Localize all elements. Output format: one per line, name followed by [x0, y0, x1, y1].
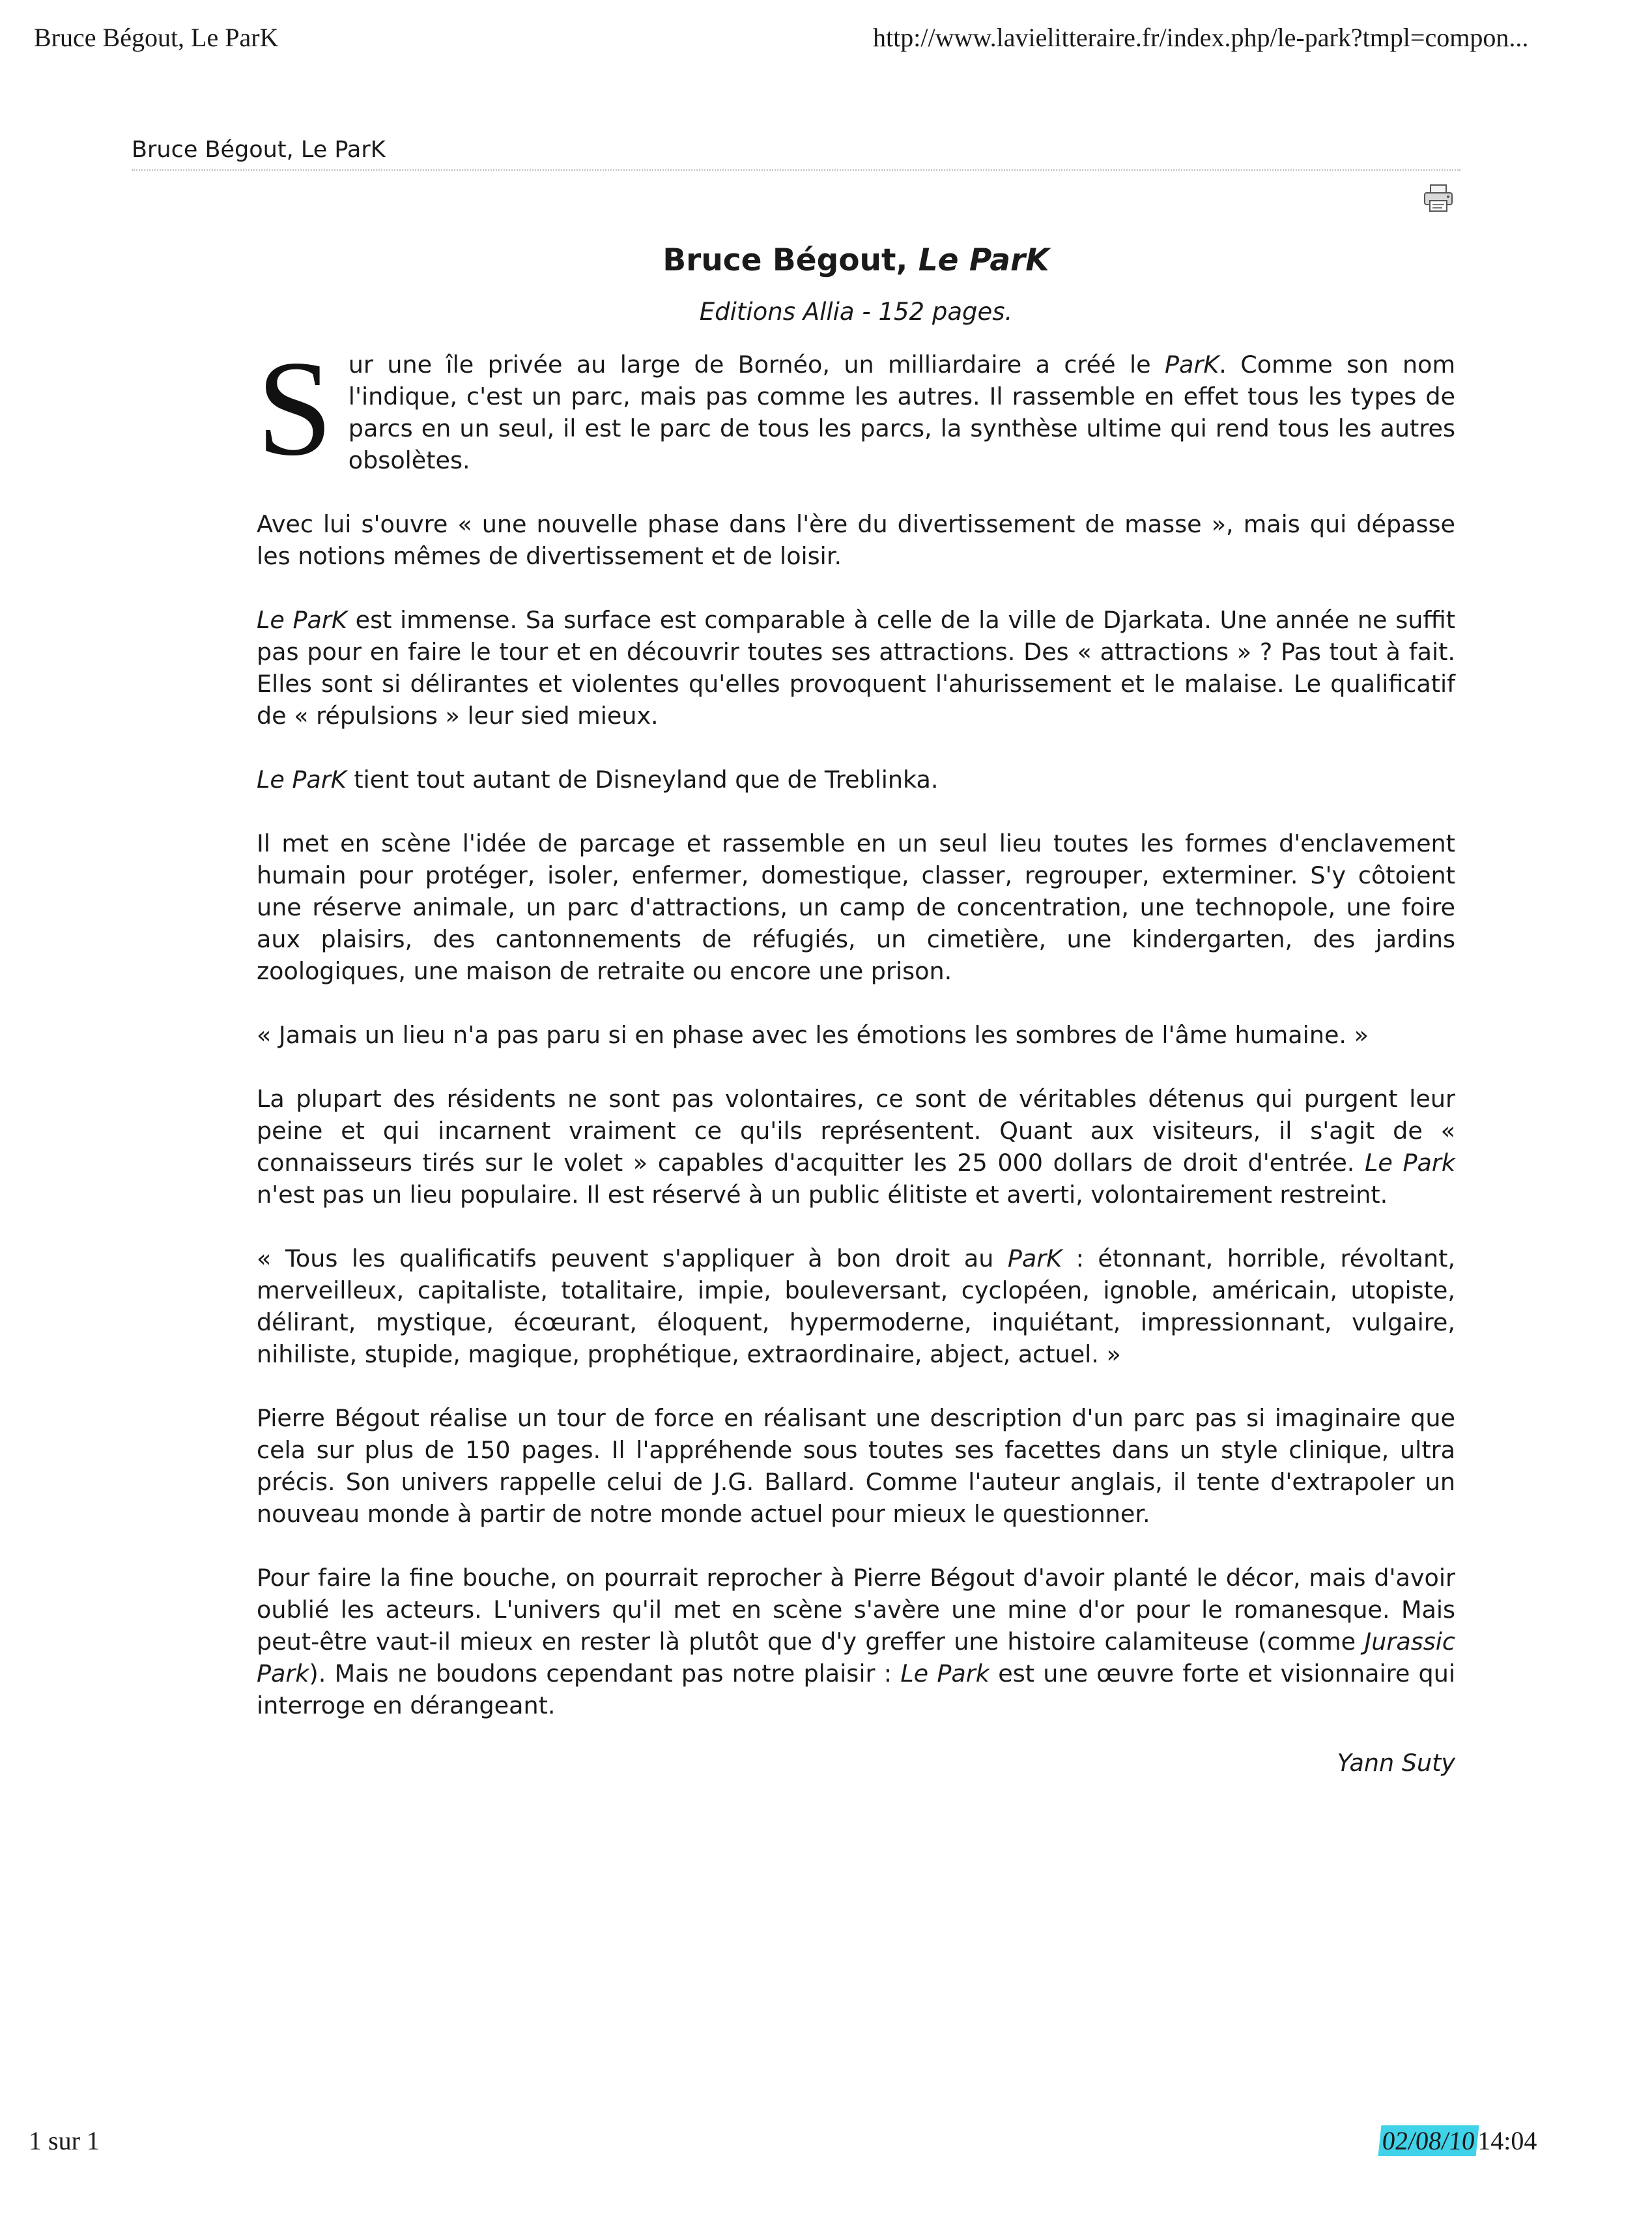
article-paragraph-5: Il met en scène l'idée de parcage et rassemble en un seul lieu toutes les formes d'enclavement humain pour protéger, isoler, enfermer, domestique, classer, regrouper, exterminer. S'y côtoient une réserve animale, un parc d'attractions, un camp de concentration, une technopole, une foire aux plaisirs, des cantonnements de réfugiés, un cimetière, une kindergarten, des jardins zoologiques, une maison de retraite ou encore une prison. [257, 829, 1455, 985]
paragraph-text: est immense. Sa surface est comparable à celle de la ville de Djarkata. Une année ne suffit pas pour en faire le tour et en découvrir toutes ses attractions. Des « attractions » ? Pas tout à fait. Elles sont si délirantes et violentes qu'elles provoquent l'ahurissement et le malaise. Le qualificatif de « répulsions » leur sied mieux. [257, 606, 1456, 730]
paragraph-text: La plupart des résidents ne sont pas volontaires, ce sont de véritables détenus qui purgent leur peine et qui incarnent vraiment ce qu'ils représentent. Quant aux visiteurs, il s'agit de « connaisseurs tirés sur le volet » capables d'acquitter les 25 000 dollars de droit d'entrée. [257, 1085, 1455, 1177]
article-paragraph-2: Avec lui s'ouvre « une nouvelle phase dans l'ère du divertissement de masse », mais qui dépasse les notions mêmes de divertissement et de loisir. [257, 510, 1455, 570]
paragraph-text: est une œuvre forte et visionnaire qui interroge en dérangeant. [257, 1659, 1455, 1719]
article-paragraph-8 [257, 1243, 1455, 1370]
paragraph-text: . Comme son nom l'indique, c'est un parc, mais pas comme les autres. Il rassemble en effet tous les types de parcs en un seul, il est le parc de tous les parcs, la synthèse ultime qui rend tous les autres obsolètes. [348, 351, 1455, 474]
paragraph-text: ). Mais ne boudons cependant pas notre plaisir : [309, 1659, 901, 1688]
article-paragraph-3 [257, 604, 1455, 732]
print-header-title: Bruce Bégout, Le ParK [34, 23, 279, 52]
paragraph-italic: Le Park [900, 1659, 990, 1688]
print-footer-page-count: 1 sur 1 [29, 2126, 100, 2155]
article-paragraph-7 [257, 1083, 1455, 1211]
paragraph-text: ur une île privée au large de Bornéo, un milliardaire a créé le [348, 351, 1165, 379]
article-paragraph-6: « Jamais un lieu n'a pas paru si en phase avec les émotions les sombres de l'âme humaine. » [257, 1021, 1369, 1049]
print-header-url[interactable]: http://www.lavielitteraire.fr/index.php/le-park?tmpl=compon... [873, 23, 1529, 52]
article-title-author: Bruce Bégout, [662, 242, 919, 278]
paragraph-text: : étonnant, horrible, révoltant, merveilleux, capitaliste, totalitaire, impie, bouleversant, cyclopéen, ignoble, américain, utopiste, délirant, mystique, écœurant, éloquent, hypermoderne, inquiétant, impressionnant, vulgaire, nihiliste, stupide, magique, prophétique, extraordinaire, abject, actuel. » [257, 1244, 1455, 1368]
paragraph-italic: Le ParK [257, 766, 347, 794]
article-signature: Yann Suty [1337, 1749, 1455, 1777]
printer-icon[interactable] [1423, 184, 1454, 212]
paragraph-text: n'est pas un lieu populaire. Il est réservé à un public élitiste et averti, volontairement restreint. [257, 1181, 1388, 1209]
paragraph-text: tient tout autant de Disneyland que de Treblinka. [346, 766, 939, 794]
paragraph-italic: Le ParK [257, 606, 347, 634]
article-paragraph-1 [257, 333, 1455, 484]
drop-cap: S [257, 333, 333, 484]
article [257, 241, 1455, 1779]
article-paragraph-10 [257, 1562, 1455, 1721]
site-page-title: Bruce Bégout, Le ParK [132, 137, 1460, 171]
paragraph-italic: Jurassic Park [257, 1628, 1455, 1688]
print-footer-datetime [1380, 2125, 1537, 2156]
article-title [257, 241, 1455, 280]
print-footer-date: 02/08/10 [1378, 2125, 1479, 2156]
article-subtitle: Editions Allia - 152 pages. [699, 298, 1013, 326]
paragraph-text: « Tous les qualificatifs peuvent s'appliquer à bon droit au [257, 1244, 1008, 1272]
article-paragraph-9: Pierre Bégout réalise un tour de force en réalisant une description d'un parc pas si imaginaire que cela sur plus de 150 pages. Il l'appréhende sous toutes ses facettes dans un style clinique, ultra précis. Son univers rappelle celui de J.G. Ballard. Comme l'auteur anglais, il tente d'extrapoler un nouveau monde à partir de notre monde actuel pour mieux le questionner. [257, 1404, 1455, 1528]
print-footer-time: 14:04 [1477, 2126, 1537, 2155]
paragraph-italic: ParK [1164, 351, 1219, 379]
article-title-work: Le ParK [918, 242, 1049, 278]
paragraph-text: Pour faire la fine bouche, on pourrait reprocher à Pierre Bégout d'avoir planté le décor, mais d'avoir oublié les acteurs. L'univers qu'il met en scène s'avère une mine d'or pour le romanesque. Mais peut-être vaut-il mieux en rester là plutôt que d'y greffer une histoire calamiteuse (comme [257, 1564, 1455, 1656]
paragraph-italic: Le Park [1365, 1149, 1455, 1177]
paragraph-italic: ParK [1007, 1244, 1062, 1272]
article-paragraph-4 [257, 764, 1455, 796]
